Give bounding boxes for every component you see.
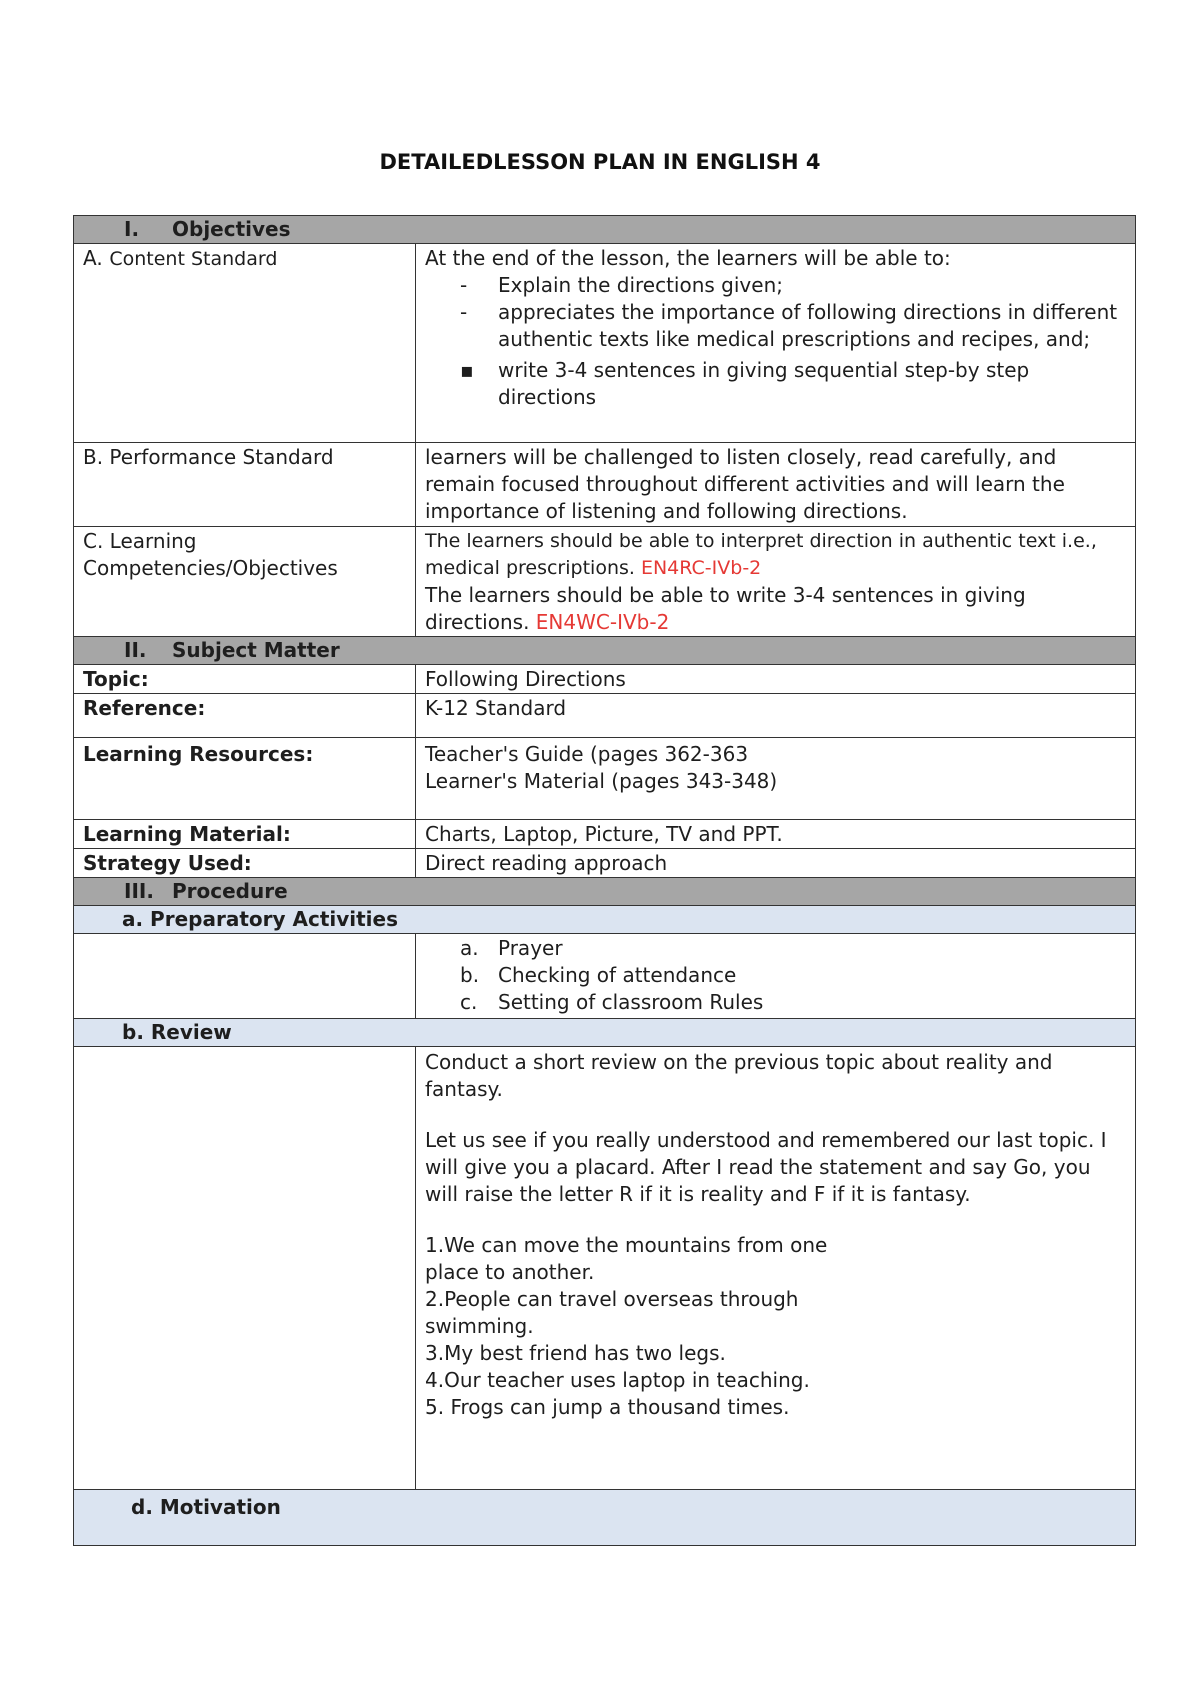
row-reference — [74, 694, 1136, 738]
learning-material-value: Charts, Laptop, Picture, TV and PPT. — [416, 820, 1136, 849]
section-number: I. — [124, 217, 140, 241]
section-label: Objectives — [172, 217, 291, 241]
row-strategy — [74, 849, 1136, 878]
review-statement-5: 5. Frogs can jump a thousand times. — [425, 1395, 790, 1419]
row-performance-standard — [74, 443, 1136, 527]
section-label: Subject Matter — [172, 638, 340, 662]
section-number: II. — [124, 638, 147, 662]
document-title: DETAILEDLESSON PLAN IN ENGLISH 4 — [379, 150, 821, 174]
content-standard-intro: At the end of the lesson, the learners will be able to: — [425, 246, 951, 270]
row-review — [74, 1047, 1136, 1490]
section-objectives — [74, 216, 1136, 244]
review-statement-3: 3.My best friend has two legs. — [425, 1341, 726, 1365]
section-label: Procedure — [172, 879, 288, 903]
objective-list — [425, 272, 1127, 411]
topic-value: Following Directions — [416, 665, 1136, 694]
strategy-label: Strategy Used: — [74, 849, 416, 878]
list-item: c. Setting of classroom Rules — [460, 990, 764, 1014]
section-procedure — [74, 878, 1136, 906]
dash-marker: - — [460, 273, 468, 297]
subsection-label: a. Preparatory Activities — [122, 907, 399, 931]
topic-label: Topic: — [74, 665, 416, 694]
list-item: ▪ write 3-4 sentences in giving sequential step-by step directions — [460, 358, 1030, 409]
list-item: - appreciates the importance of following directions in different authentic texts like medical prescriptions and recipes, and; — [460, 300, 1118, 351]
content-standard-label: Content Standard — [109, 248, 278, 270]
subsection-review — [74, 1019, 1136, 1047]
competency-1: The learners should be able to interpret direction in authentic text i.e., medical prescriptions. EN4RC-IVb-2 — [425, 530, 1097, 579]
row-topic — [74, 665, 1136, 694]
strategy-value: Direct reading approach — [416, 849, 1136, 878]
subsection-motivation — [74, 1490, 1136, 1546]
performance-standard-label: B. Performance Standard — [74, 443, 416, 527]
competency-2: The learners should be able to write 3-4 sentences in giving directions. EN4WC-IVb-2 — [425, 583, 1026, 634]
subsection-label: d. Motivation — [131, 1495, 281, 1519]
section-number: III. — [124, 879, 154, 903]
competency-code-2: EN4WC-IVb-2 — [535, 610, 670, 634]
row-learning-competencies — [74, 527, 1136, 637]
row-learning-material — [74, 820, 1136, 849]
review-statement-1a: 1.We can move the mountains from one — [425, 1233, 828, 1257]
reference-value: K-12 Standard — [416, 694, 1136, 738]
learning-resources-lm: Learner's Material (pages 343-348) — [425, 769, 778, 793]
dash-marker: - — [460, 300, 468, 324]
preparatory-list — [425, 935, 1127, 1016]
review-statement-4: 4.Our teacher uses laptop in teaching. — [425, 1368, 810, 1392]
row-learning-resources — [74, 738, 1136, 820]
row-preparatory — [74, 934, 1136, 1019]
list-item: b. Checking of attendance — [460, 963, 737, 987]
review-statement-1b: place to another. — [425, 1260, 595, 1284]
square-bullet-icon: ▪ — [460, 358, 474, 382]
row-content-standard — [74, 244, 1136, 443]
review-statement-2a: 2.People can travel overseas through — [425, 1287, 799, 1311]
learning-resources-label: Learning Resources: — [74, 738, 416, 820]
performance-standard-text: learners will be challenged to listen closely, read carefully, and remain focused throughout different activities and will learn the importance of listening and following directions. — [416, 443, 1136, 527]
section-subject-matter — [74, 637, 1136, 665]
competencies-label-line1: C. Learning — [83, 529, 197, 553]
content-standard-letter: A. — [83, 246, 103, 270]
lesson-plan-table — [73, 215, 1136, 1546]
learning-material-label: Learning Material: — [74, 820, 416, 849]
competencies-label-line2: Competencies/Objectives — [83, 556, 338, 580]
reference-label: Reference: — [74, 694, 416, 738]
learning-resources-tg: Teacher's Guide (pages 362-363 — [425, 742, 749, 766]
review-instructions: Let us see if you really understood and remembered our last topic. I will give you a placard. After I read the statement and say Go, you will raise the letter R if it is reality and F if it is fantasy. — [425, 1128, 1107, 1206]
list-item: - Explain the directions given; — [460, 273, 783, 297]
subsection-preparatory — [74, 906, 1136, 934]
list-item: a. Prayer — [460, 936, 563, 960]
review-intro: Conduct a short review on the previous topic about reality and fantasy. — [425, 1050, 1053, 1101]
review-statement-2b: swimming. — [425, 1314, 534, 1338]
subsection-label: b. Review — [122, 1020, 232, 1044]
competency-code-1: EN4RC-IVb-2 — [640, 557, 762, 579]
